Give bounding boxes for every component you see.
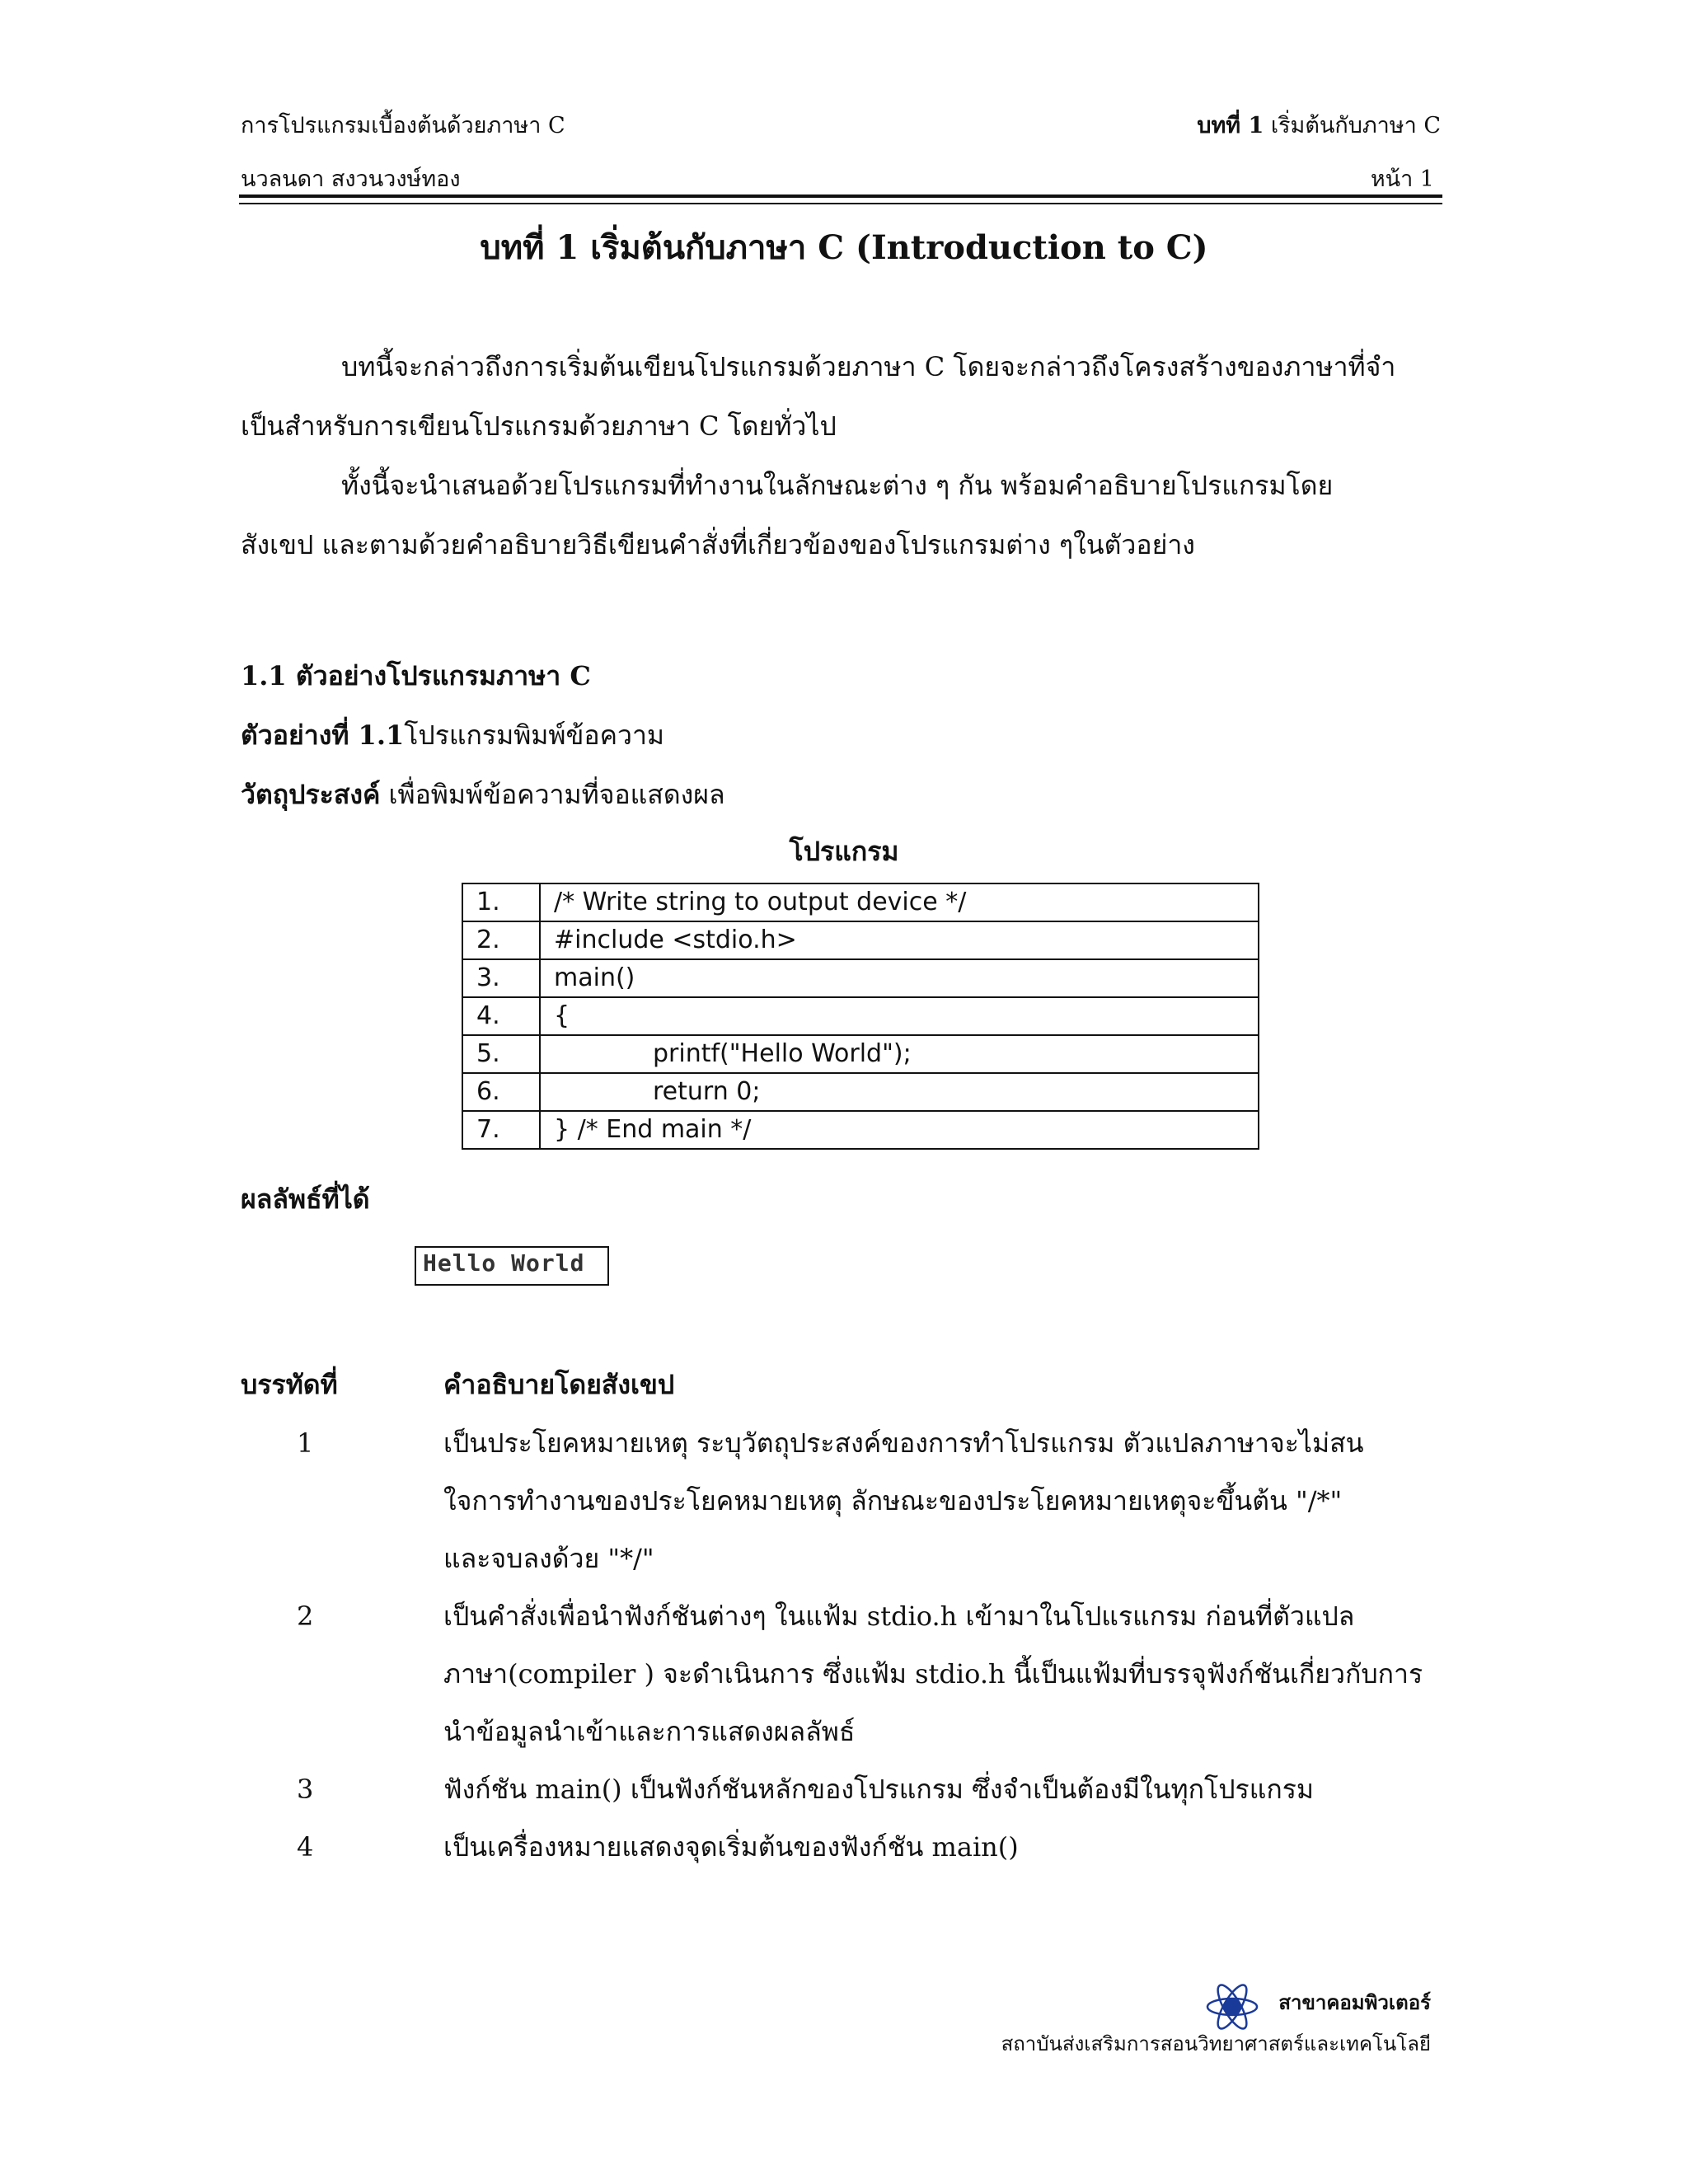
explanation-line-number: 3: [297, 1774, 314, 1805]
code-row: [462, 959, 1259, 997]
header-rule-thick: [239, 194, 1442, 198]
objective-line: [241, 766, 725, 823]
explanation-line-number: 4: [297, 1831, 314, 1863]
objective-label: วัตถุประสงค์: [241, 779, 381, 810]
explanation-line-number: 2: [297, 1601, 314, 1632]
console-output: Hello World: [415, 1246, 609, 1286]
footer-institute: สถาบันส่งเสริมการสอนวิทยาศาสตร์และเทคโนโลยี: [1001, 2032, 1431, 2055]
code-row: [462, 997, 1259, 1035]
header-chapter: [1197, 107, 1441, 143]
intro-line-2: เป็นสำหรับการเขียนโปรแกรมด้วยภาษา C โดยทั่วไป: [241, 410, 837, 442]
program-heading: โปรแกรม: [789, 836, 899, 867]
code-line-text: #include <stdio.h>: [540, 921, 1259, 959]
code-line-number: 5.: [462, 1035, 540, 1073]
section-heading: 1.1 ตัวอย่างโปรแกรมภาษา C: [241, 660, 591, 691]
example-line: [241, 706, 664, 764]
objective-text: เพื่อพิมพ์ข้อความที่จอแสดงผล: [380, 779, 725, 810]
code-line-text: return 0;: [540, 1073, 1259, 1111]
intro-line-1: บทนี้จะกล่าวถึงการเริ่มต้นเขียนโปรแกรมด้วยภาษา C โดยจะกล่าวถึงโครงสร้างของภาษาที่จำ: [341, 351, 1396, 382]
header-chapter-label: บทที่ 1: [1197, 113, 1264, 138]
code-line-text: {: [540, 997, 1259, 1035]
header-book-title: การโปรแกรมเบื้องต้นด้วยภาษา C: [241, 113, 565, 138]
code-line-number: 2.: [462, 921, 540, 959]
explanation-text: นำข้อมูลนำเข้าและการแสดงผลลัพธ์: [443, 1716, 856, 1747]
code-line-number: 4.: [462, 997, 540, 1035]
explanation-text: ใจการทำงานของประโยคหมายเหตุ ลักษณะของประโยคหมายเหตุจะขึ้นต้น "/*": [443, 1485, 1343, 1516]
code-line-number: 7.: [462, 1111, 540, 1149]
code-line-text: printf("Hello World");: [540, 1035, 1259, 1073]
explanation-text: ภาษา(compiler ) จะดำเนินการ ซึ่งแฟ้ม stdio.h นี้เป็นแฟ้มที่บรรจุฟังก์ชันเกี่ยวกับการ: [443, 1658, 1423, 1690]
code-row: [462, 1073, 1259, 1111]
code-line-number: 1.: [462, 883, 540, 921]
chapter-title: บทที่ 1 เริ่มต้นกับภาษา C (Introduction to C): [480, 228, 1208, 267]
code-row: [462, 921, 1259, 959]
code-line-text: main(): [540, 959, 1259, 997]
header-page-label: หน้า 1: [1370, 166, 1434, 192]
code-line-number: 3.: [462, 959, 540, 997]
explanation-text: ฟังก์ชัน main() เป็นฟังก์ชันหลักของโปรแกรม ซึ่งจำเป็นต้องมีในทุกโปรแกรม: [443, 1774, 1314, 1805]
footer-department: สาขาคอมพิวเตอร์: [1278, 1991, 1431, 2014]
explanation-col-line: บรรทัดที่: [241, 1369, 338, 1400]
example-label: ตัวอย่างที่ 1.1: [241, 719, 405, 751]
explanation-line-number: 1: [297, 1427, 314, 1459]
code-table: [462, 883, 1259, 1150]
header-chapter-short: เริ่มต้นกับภาษา C: [1270, 113, 1441, 138]
header-author: นวลนดา สงวนวงษ์ทอง: [241, 166, 461, 192]
intro-line-3: ทั้งนี้จะนำเสนอด้วยโปรแกรมที่ทำงานในลักษณะต่าง ๆ กัน พร้อมคำอธิบายโปรแกรมโดย: [341, 470, 1334, 501]
explanation-text: เป็นประโยคหมายเหตุ ระบุวัตถุประสงค์ของการทำโปรแกรม ตัวแปลภาษาจะไม่สน: [443, 1427, 1364, 1459]
explanation-text: เป็นคำสั่งเพื่อนำฟังก์ชันต่างๆ ในแฟ้ม stdio.h เข้ามาในโปแรแกรม ก่อนที่ตัวแปล: [443, 1601, 1355, 1632]
code-line-number: 6.: [462, 1073, 540, 1111]
explanation-text: เป็นเครื่องหมายแสดงจุดเริ่มต้นของฟังก์ชัน main(): [443, 1831, 1019, 1863]
explanation-text: และจบลงด้วย "*/": [443, 1543, 654, 1574]
code-line-text: } /* End main */: [540, 1111, 1259, 1149]
example-text: โปรแกรมพิมพ์ข้อความ: [404, 719, 664, 751]
header-rule-thin: [239, 203, 1442, 204]
intro-line-4: สังเขป และตามด้วยคำอธิบายวิธีเขียนคำสั่งที่เกี่ยวข้องของโปรแกรมต่าง ๆในตัวอย่าง: [241, 529, 1195, 560]
result-label: ผลลัพธ์ที่ได้: [241, 1183, 370, 1215]
code-line-text: /* Write string to output device */: [540, 883, 1259, 921]
code-row: [462, 883, 1259, 921]
code-row: [462, 1111, 1259, 1149]
code-row: [462, 1035, 1259, 1073]
institute-logo-icon: [1203, 1983, 1261, 2031]
explanation-col-desc: คำอธิบายโดยสังเขป: [443, 1369, 675, 1400]
